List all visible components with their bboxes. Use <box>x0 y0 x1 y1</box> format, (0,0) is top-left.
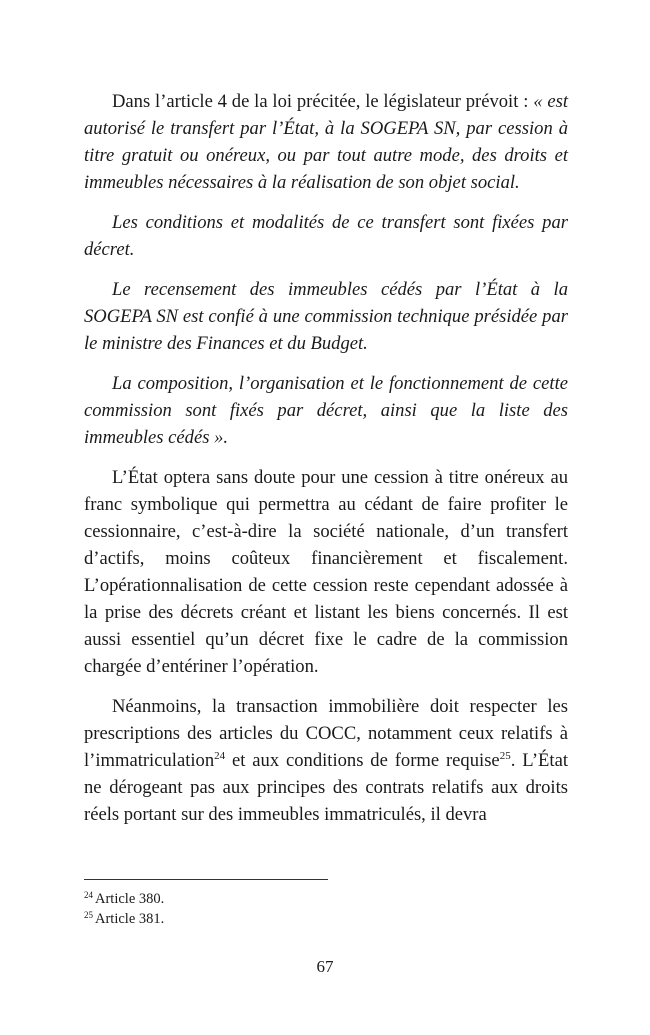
footnote-24 <box>84 889 568 909</box>
footnote-25 <box>84 909 568 929</box>
paragraph-4: La composition, l’organisation et le fonctionnement de cette commission sont fixés par décret, ainsi que la liste des immeubles cédés ». <box>84 373 568 448</box>
footnote-text: Article 380. <box>95 891 165 907</box>
paragraph-6-part-b: et aux conditions de forme requise <box>225 750 500 771</box>
footnote-number: 24 <box>84 890 93 900</box>
footnote-ref-24[interactable]: 24 <box>214 750 226 762</box>
paragraph-1-intro: Dans l’article 4 de la loi précitée, le législateur prévoit : <box>112 91 534 112</box>
page-number: 67 <box>316 957 334 976</box>
paragraph-3: Le recensement des immeubles cédés par l’État à la SOGEPA SN est confié à une commission technique présidée par le ministre des Finances et du Budget. <box>84 279 568 354</box>
paragraph-5: L’État optera sans doute pour une cession à titre onéreux au franc symbolique qui permettra au cédant de faire profiter le cessionnaire, c’est-à-dire la société nationale, d’un transfert d’actifs, moins coûteux financièrement et fiscalement. L’opérationnalisation de cette cession reste cependant adossée à la prise des décrets créant et listant les biens concernés. Il est aussi essentiel qu’un décret fixe le cadre de la commission chargée d’entériner l’opération. <box>84 467 568 677</box>
paragraph-1-quote: « est autorisé le transfert par l’État, à la SOGEPA SN, par cession à titre gratuit ou onéreux, ou par tout autre mode, des droits et immeubles nécessaires à la réalisation de son objet social. <box>84 91 568 193</box>
footnote-ref-25[interactable]: 25 <box>499 750 511 762</box>
footnote-text: Article 381. <box>95 911 165 927</box>
footnote-divider <box>84 879 328 880</box>
paragraph-6 <box>84 693 568 828</box>
footnote-number: 25 <box>84 910 93 920</box>
footnotes <box>84 889 568 929</box>
paragraph-2: Les conditions et modalités de ce transfert sont fixées par décret. <box>84 212 568 260</box>
paragraph-6-part-a: Néanmoins, la transaction immobilière doit respecter les prescriptions des articles du COCC, notamment ceux relatifs à l’immatriculation <box>84 696 568 771</box>
page-body <box>84 88 568 841</box>
paragraph-6-part-c: . L’État ne dérogeant pas aux principes des contrats relatifs aux droits réels portant sur des immeubles immatriculés, il devra <box>84 750 568 825</box>
paragraph-1 <box>84 88 568 196</box>
